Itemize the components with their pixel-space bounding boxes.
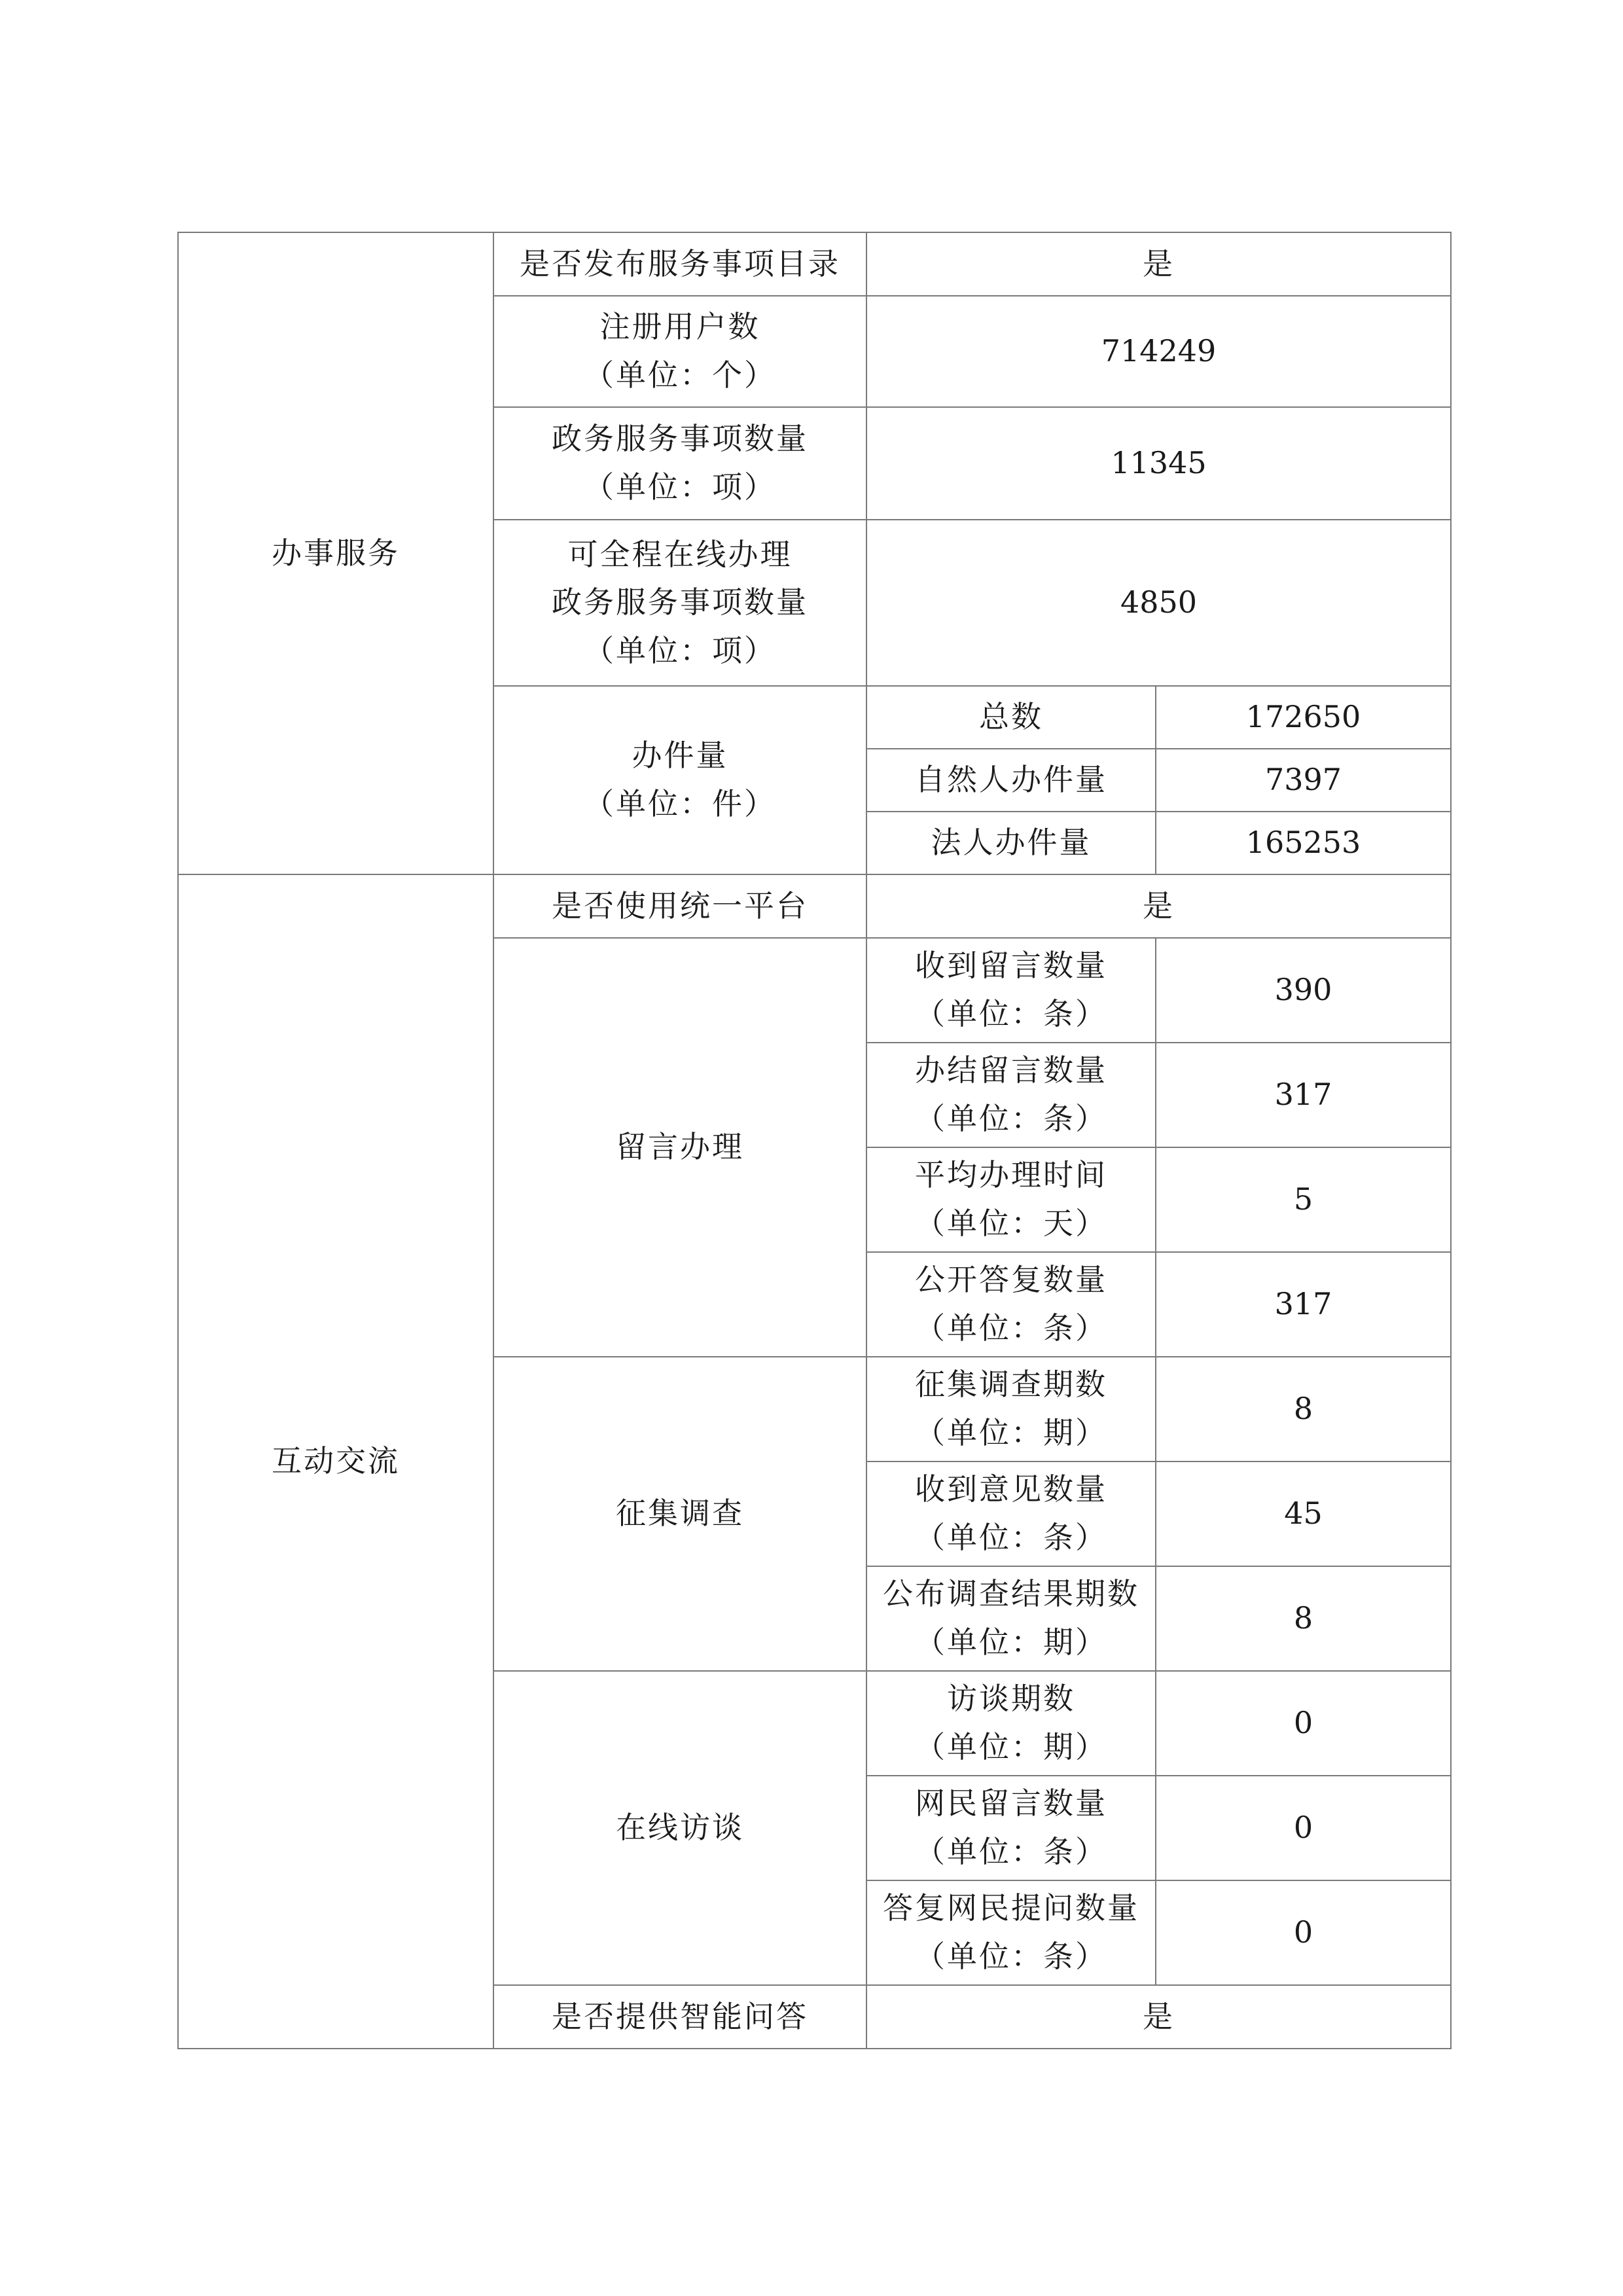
table-row (178, 232, 1451, 296)
survey-opinions-value: 45 (1156, 1462, 1451, 1566)
publish-catalog-value: 是 (866, 232, 1451, 296)
handling-natural-value: 7397 (1156, 749, 1451, 812)
table-row (178, 874, 1451, 938)
survey-results-value: 8 (1156, 1566, 1451, 1671)
interview-replies-label: 答复网民提问数量 (883, 1890, 1139, 1926)
online-items-unit: （单位：项） (584, 632, 776, 668)
interview-periods-label-cell (866, 1671, 1156, 1776)
smart-qa-value: 是 (866, 1985, 1451, 2049)
unified-platform-label: 是否使用统一平台 (493, 874, 866, 938)
messages-closed-unit: （单位：条） (915, 1101, 1107, 1136)
survey-opinions-label-cell (866, 1462, 1156, 1566)
online-items-label-cell (493, 520, 866, 686)
online-items-value: 4850 (866, 520, 1451, 686)
messages-avg-time-unit: （单位：天） (915, 1206, 1107, 1241)
survey-results-unit: （单位：期） (915, 1624, 1107, 1660)
interview-periods-label: 访谈期数 (947, 1681, 1075, 1717)
service-items-unit: （单位：项） (584, 469, 776, 505)
messages-closed-label: 办结留言数量 (915, 1052, 1107, 1088)
handling-unit: （单位：件） (584, 786, 776, 821)
interview-replies-value: 0 (1156, 1880, 1451, 1985)
messages-group-label: 留言办理 (493, 938, 866, 1357)
messages-closed-value: 317 (1156, 1043, 1451, 1147)
registered-users-value: 714249 (866, 296, 1451, 407)
survey-periods-unit: （单位：期） (915, 1415, 1107, 1450)
statistics-table (177, 232, 1452, 2049)
survey-periods-label-cell (866, 1357, 1156, 1462)
survey-periods-value: 8 (1156, 1357, 1451, 1462)
interview-messages-unit: （单位：条） (915, 1834, 1107, 1869)
interview-group-label: 在线访谈 (493, 1671, 866, 1985)
handling-label-cell (493, 686, 866, 874)
registered-users-unit: （单位：个） (584, 357, 776, 393)
messages-public-reply-label-cell (866, 1252, 1156, 1357)
interview-messages-value: 0 (1156, 1776, 1451, 1880)
messages-avg-time-value: 5 (1156, 1147, 1451, 1252)
handling-total-value: 172650 (1156, 686, 1451, 749)
messages-received-value: 390 (1156, 938, 1451, 1043)
handling-label: 办件量 (632, 738, 728, 774)
service-items-value: 11345 (866, 407, 1451, 520)
survey-opinions-unit: （单位：条） (915, 1520, 1107, 1555)
online-items-label-2: 政务服务事项数量 (552, 584, 808, 620)
service-items-label-cell (493, 407, 866, 520)
messages-public-reply-unit: （单位：条） (915, 1310, 1107, 1346)
handling-total-label: 总数 (866, 686, 1156, 749)
survey-group-label: 征集调查 (493, 1357, 866, 1671)
messages-public-reply-value: 317 (1156, 1252, 1451, 1357)
category-cell-service: 办事服务 (178, 232, 493, 874)
messages-received-label: 收到留言数量 (915, 948, 1107, 984)
interview-replies-unit: （单位：条） (915, 1939, 1107, 1974)
smart-qa-label: 是否提供智能问答 (493, 1985, 866, 2049)
survey-results-label: 公布调查结果期数 (883, 1576, 1139, 1612)
messages-public-reply-label: 公开答复数量 (915, 1262, 1107, 1298)
publish-catalog-label: 是否发布服务事项目录 (493, 232, 866, 296)
survey-results-label-cell (866, 1566, 1156, 1671)
messages-closed-label-cell (866, 1043, 1156, 1147)
survey-opinions-label: 收到意见数量 (915, 1471, 1107, 1507)
online-items-label-1: 可全程在线办理 (567, 536, 793, 572)
messages-avg-time-label: 平均办理时间 (915, 1157, 1107, 1193)
survey-periods-label: 征集调查期数 (915, 1367, 1107, 1403)
messages-received-unit: （单位：条） (915, 996, 1107, 1031)
category-cell-interaction: 互动交流 (178, 874, 493, 2049)
messages-received-label-cell (866, 938, 1156, 1043)
interview-replies-label-cell (866, 1880, 1156, 1985)
interview-messages-label: 网民留言数量 (915, 1785, 1107, 1821)
handling-natural-label: 自然人办件量 (866, 749, 1156, 812)
registered-users-label-cell (493, 296, 866, 407)
unified-platform-value: 是 (866, 874, 1451, 938)
interview-periods-value: 0 (1156, 1671, 1451, 1776)
registered-users-label: 注册用户数 (599, 309, 760, 345)
interview-periods-unit: （单位：期） (915, 1729, 1107, 1765)
handling-legal-value: 165253 (1156, 812, 1451, 874)
interview-messages-label-cell (866, 1776, 1156, 1880)
messages-avg-time-label-cell (866, 1147, 1156, 1252)
handling-legal-label: 法人办件量 (866, 812, 1156, 874)
service-items-label: 政务服务事项数量 (552, 421, 808, 457)
